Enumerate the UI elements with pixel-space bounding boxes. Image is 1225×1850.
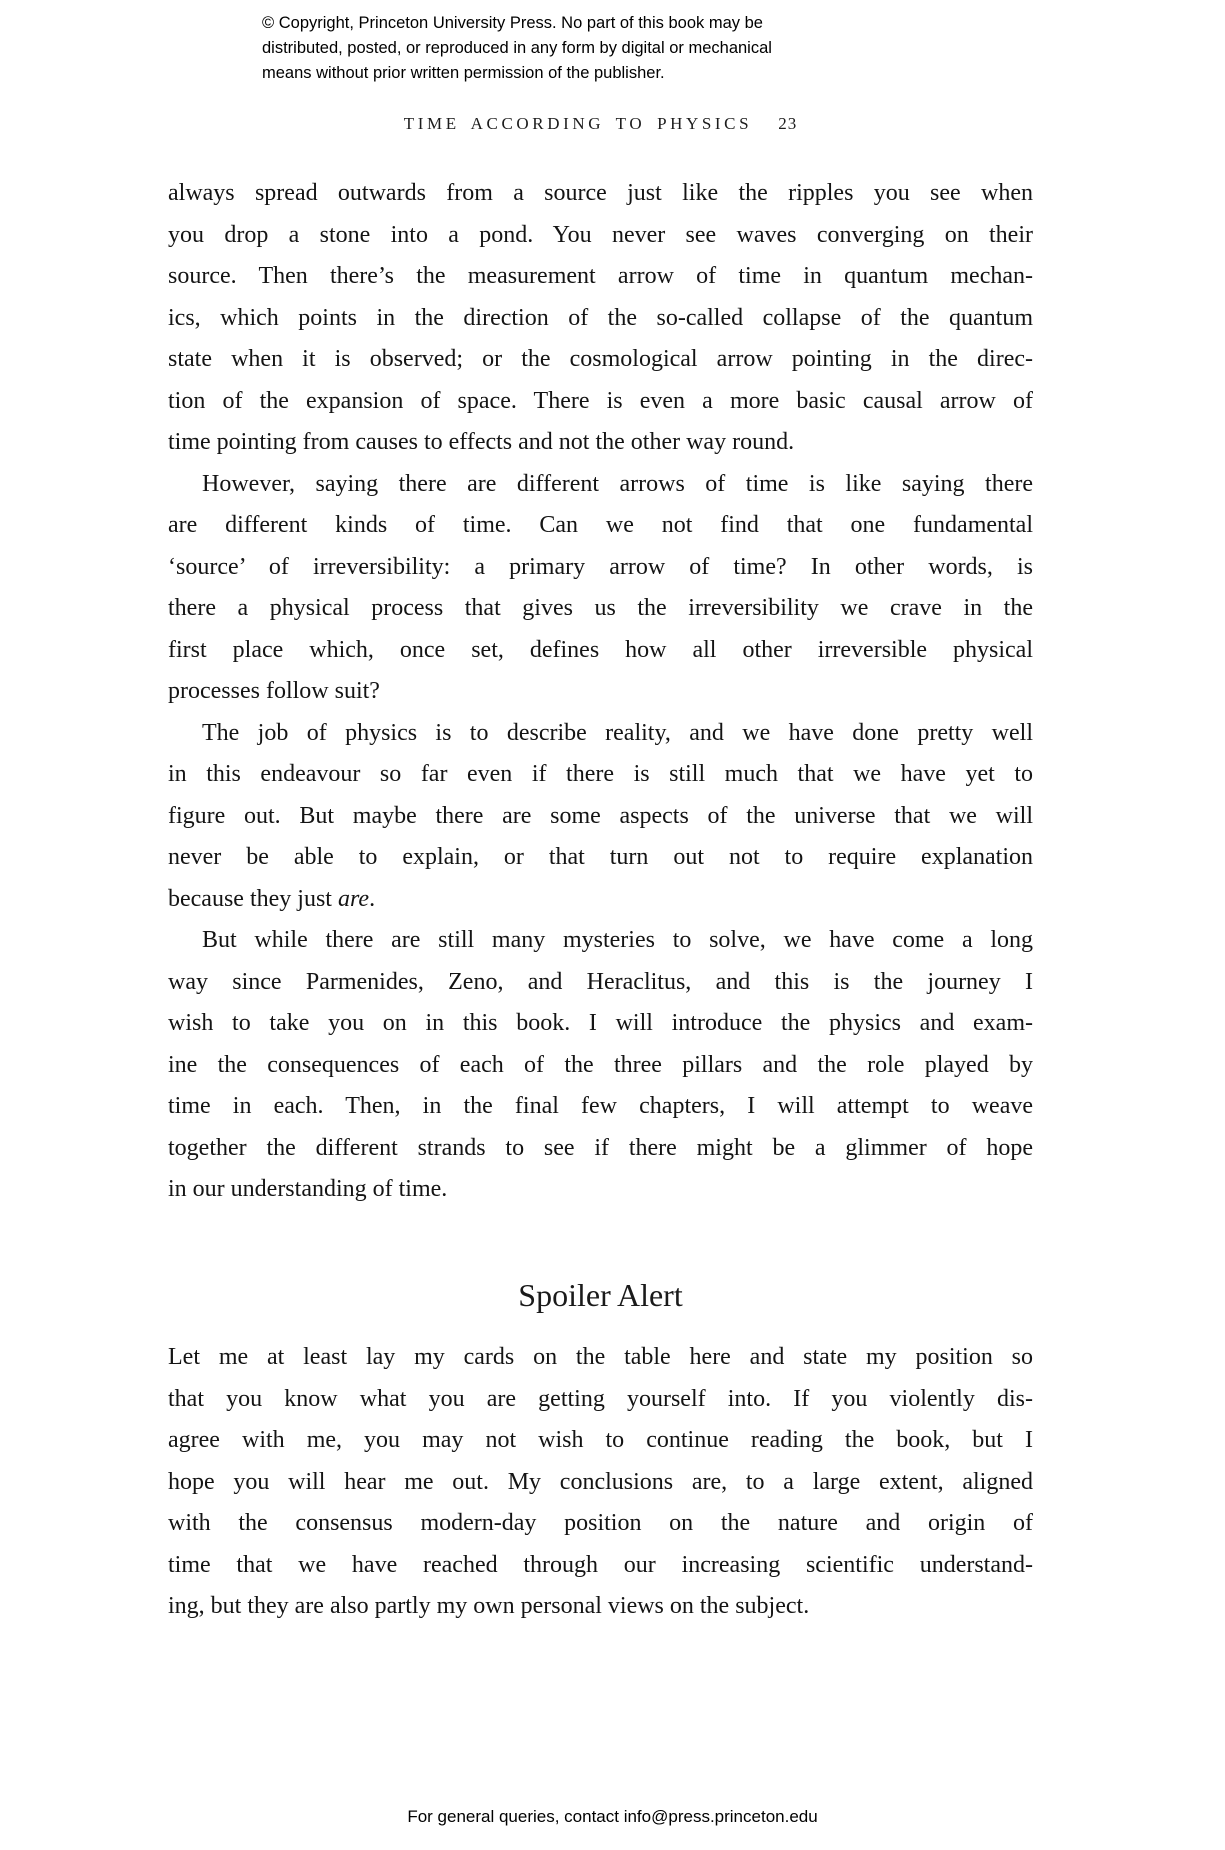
copyright-line-2: distributed, posted, or reproduced in any form by digital or mechanical xyxy=(262,39,772,57)
text-line: tion of the expansion of space. There is even a more basic causal arrow of xyxy=(168,387,1033,414)
copyright-notice xyxy=(262,11,772,86)
text-line: with the consensus modern-day position on the nature and origin of xyxy=(168,1510,1033,1536)
text-line: ‘source’ of irreversibility: a primary arrow of time? In other words, is xyxy=(168,553,1033,580)
text-line: state when it is observed; or the cosmological arrow pointing in the direc- xyxy=(168,346,1033,372)
text-line: time pointing from causes to effects and not the other way round. xyxy=(168,429,795,455)
footer-contact: For general queries, contact info@press.princeton.edu xyxy=(407,1807,818,1826)
text-line: there a physical process that gives us the irreversibility we crave in the xyxy=(168,595,1033,621)
text-line: ing, but they are also partly my own personal views on the subject. xyxy=(168,1593,810,1619)
text-line: hope you will hear me out. My conclusions are, to a large extent, aligned xyxy=(168,1468,1033,1495)
text-line: way since Parmenides, Zeno, and Heraclitus, and this is the journey I xyxy=(168,968,1033,995)
running-header xyxy=(168,114,1033,134)
page-number: 23 xyxy=(778,114,798,133)
text-line: ics, which points in the direction of the so-called collapse of the quantum xyxy=(168,304,1033,331)
text-line: you drop a stone into a pond. You never see waves converging on their xyxy=(168,221,1033,248)
text-line: wish to take you on in this book. I will introduce the physics and exam- xyxy=(168,1010,1033,1036)
paragraph xyxy=(168,1337,1033,1628)
text-line: that you know what you are getting yourself into. If you violently dis- xyxy=(168,1385,1033,1412)
text-line: together the different strands to see if there might be a glimmer of hope xyxy=(168,1134,1033,1161)
text-line: never be able to explain, or that turn out not to require explanation xyxy=(168,844,1033,870)
text-line: first place which, once set, defines how all other irreversible physical xyxy=(168,636,1033,663)
copyright-line-3: means without prior written permission of the publisher. xyxy=(262,64,665,82)
body-text-after-heading xyxy=(168,1337,1033,1628)
text-line: time in each. Then, in the final few chapters, I will attempt to weave xyxy=(168,1093,1033,1119)
body-text xyxy=(168,173,1033,1211)
paragraph xyxy=(168,464,1033,713)
text-line: ine the consequences of each of the three pillars and the role played by xyxy=(168,1051,1033,1078)
copyright-line-1: © Copyright, Princeton University Press. No part of this book may be xyxy=(262,14,763,32)
text-line: are different kinds of time. Can we not find that one fundamental xyxy=(168,512,1033,538)
text-line: in this endeavour so far even if there is still much that we have yet to xyxy=(168,761,1033,787)
text-line: source. Then there’s the measurement arrow of time in quantum mechan- xyxy=(168,263,1033,289)
text-line: Let me at least lay my cards on the table here and state my position so xyxy=(168,1344,1033,1370)
text-line: time that we have reached through our increasing scientific understand- xyxy=(168,1551,1033,1578)
text-line: However, saying there are different arrows of time is like saying there xyxy=(202,470,1033,497)
running-header-title: TIME ACCORDING TO PHYSICS xyxy=(403,114,753,133)
text-line: because they just are. xyxy=(168,885,376,912)
text-line: agree with me, you may not wish to continue reading the book, but I xyxy=(168,1427,1033,1453)
paragraph xyxy=(168,173,1033,464)
text-line: But while there are still many mysteries to solve, we have come a long xyxy=(202,927,1033,953)
section-heading: Spoiler Alert xyxy=(518,1277,683,1313)
text-line: figure out. But maybe there are some aspects of the universe that we will xyxy=(168,802,1033,829)
paragraph xyxy=(168,713,1033,921)
text-line: processes follow suit? xyxy=(168,678,380,704)
page-footer xyxy=(0,1804,1225,1829)
text-line: always spread outwards from a source just like the ripples you see when xyxy=(168,180,1033,206)
paragraph xyxy=(168,920,1033,1211)
text-line: The job of physics is to describe reality, and we have done pretty well xyxy=(202,719,1033,746)
text-line: in our understanding of time. xyxy=(168,1176,448,1202)
